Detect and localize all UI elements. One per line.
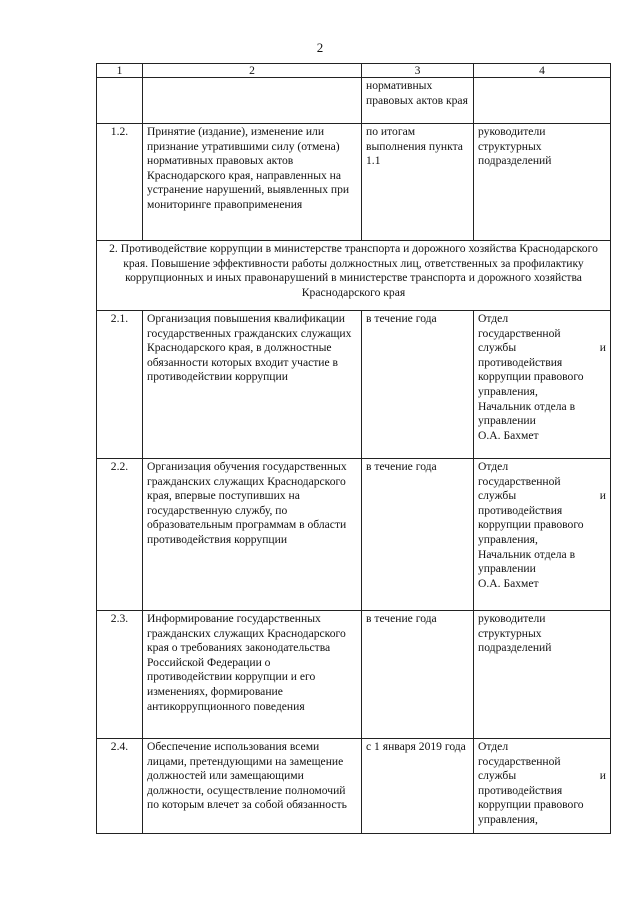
responsible-cell [474, 459, 611, 611]
deadline-cell: в течение года [362, 459, 474, 611]
anticorruption-plan-table [96, 63, 611, 834]
responsible-cell [474, 78, 611, 124]
responsible-line: управлении [478, 562, 536, 576]
responsible-line: противодействия [478, 503, 563, 517]
responsible-line: Отдел [478, 460, 509, 473]
responsible-word: и [599, 489, 606, 503]
row-number: 1.2. [97, 124, 143, 241]
table-row [97, 124, 611, 241]
responsible-cell [474, 739, 611, 834]
responsible-line [478, 769, 606, 784]
section-row [97, 241, 611, 311]
responsible-line: подразделений [478, 641, 552, 655]
event-cell: Информирование государственных гражданских служащих Краснодарского края о требованиях законодательства Российской Федерации о противодействии коррупции и его изменениях, формирование антикоррупционного поведения [143, 611, 362, 739]
responsible-line: противодействия [478, 783, 563, 797]
row-number: 2.2. [97, 459, 143, 611]
row-number [97, 78, 143, 124]
event-cell: Обеспечение использования всеми лицами, претендующими на замещение должностей или замещающими должности, осуществление полномочий по которым влечет за собой обязанность [143, 739, 362, 834]
responsible-line: руководители [478, 612, 546, 625]
column-number-4: 4 [474, 64, 611, 78]
responsible-line: Отдел [478, 312, 509, 325]
column-number-3: 3 [362, 64, 474, 78]
responsible-line: управления, [478, 532, 538, 546]
column-number-1: 1 [97, 64, 143, 78]
responsible-line: управления, [478, 812, 538, 826]
event-cell: Организация повышения квалификации государственных гражданских служащих Краснодарского края, в должностные обязанности которых входит участие в противодействии коррупции [143, 311, 362, 459]
responsible-word: службы [478, 489, 517, 503]
responsible-line: Отдел [478, 740, 509, 753]
event-cell: Принятие (издание), изменение или признание утратившими силу (отмена) нормативных правовых актов Краснодарского края, направленных на устранение нарушений, выявленных при мониторинге правоприменения [143, 124, 362, 241]
responsible-line: коррупции правового [478, 798, 584, 812]
responsible-word: и [599, 769, 606, 783]
responsible-line: государственной [478, 326, 561, 340]
event-cell: Организация обучения государственных гражданских служащих Краснодарского края, впервые поступивших на государственную службу, по образовательным программам в области противодействия коррупции [143, 459, 362, 611]
deadline-cell: в течение года [362, 611, 474, 739]
responsible-line: коррупции правового [478, 518, 584, 532]
table-row [97, 311, 611, 459]
deadline-cell: по итогам выполнения пункта 1.1 [362, 124, 474, 241]
responsible-word: службы [478, 769, 517, 783]
section-heading: 2. Противодействие коррупции в министерстве транспорта и дорожного хозяйства Краснодарского края. Повышение эффективности работы должностных лиц, ответственных за профилактику коррупционных и иных правонарушений в министерстве транспорта и дорожного хозяйства Краснодарского края [97, 241, 611, 311]
table-row [97, 739, 611, 834]
table-row [97, 611, 611, 739]
row-number: 2.4. [97, 739, 143, 834]
responsible-line: управления, [478, 384, 538, 398]
responsible-line: государственной [478, 474, 561, 488]
responsible-line: государственной [478, 754, 561, 768]
responsible-line: противодействия [478, 355, 563, 369]
deadline-cell: с 1 января 2019 года [362, 739, 474, 834]
responsible-cell [474, 311, 611, 459]
event-cell [143, 78, 362, 124]
responsible-line [478, 489, 606, 504]
row-number: 2.1. [97, 311, 143, 459]
responsible-cell: руководители структурных подразделений [474, 124, 611, 241]
continuation-row [97, 78, 611, 124]
responsible-line [478, 341, 606, 356]
responsible-word: службы [478, 341, 517, 355]
column-number-2: 2 [143, 64, 362, 78]
page-number: 2 [316, 40, 324, 55]
responsible-word: и [599, 341, 606, 355]
deadline-cell: в течение года [362, 311, 474, 459]
table-row [97, 459, 611, 611]
column-number-row [97, 64, 611, 78]
responsible-line: О.А. Бахмет [478, 576, 539, 590]
row-number: 2.3. [97, 611, 143, 739]
responsible-line: структурных [478, 626, 542, 640]
responsible-cell [474, 611, 611, 739]
responsible-line: коррупции правового [478, 370, 584, 384]
responsible-line: Начальник отдела в [478, 547, 576, 561]
responsible-line: О.А. Бахмет [478, 428, 539, 442]
deadline-cell: нормативных правовых актов края [362, 78, 474, 124]
responsible-line: Начальник отдела в [478, 399, 576, 413]
responsible-line: управлении [478, 414, 536, 428]
